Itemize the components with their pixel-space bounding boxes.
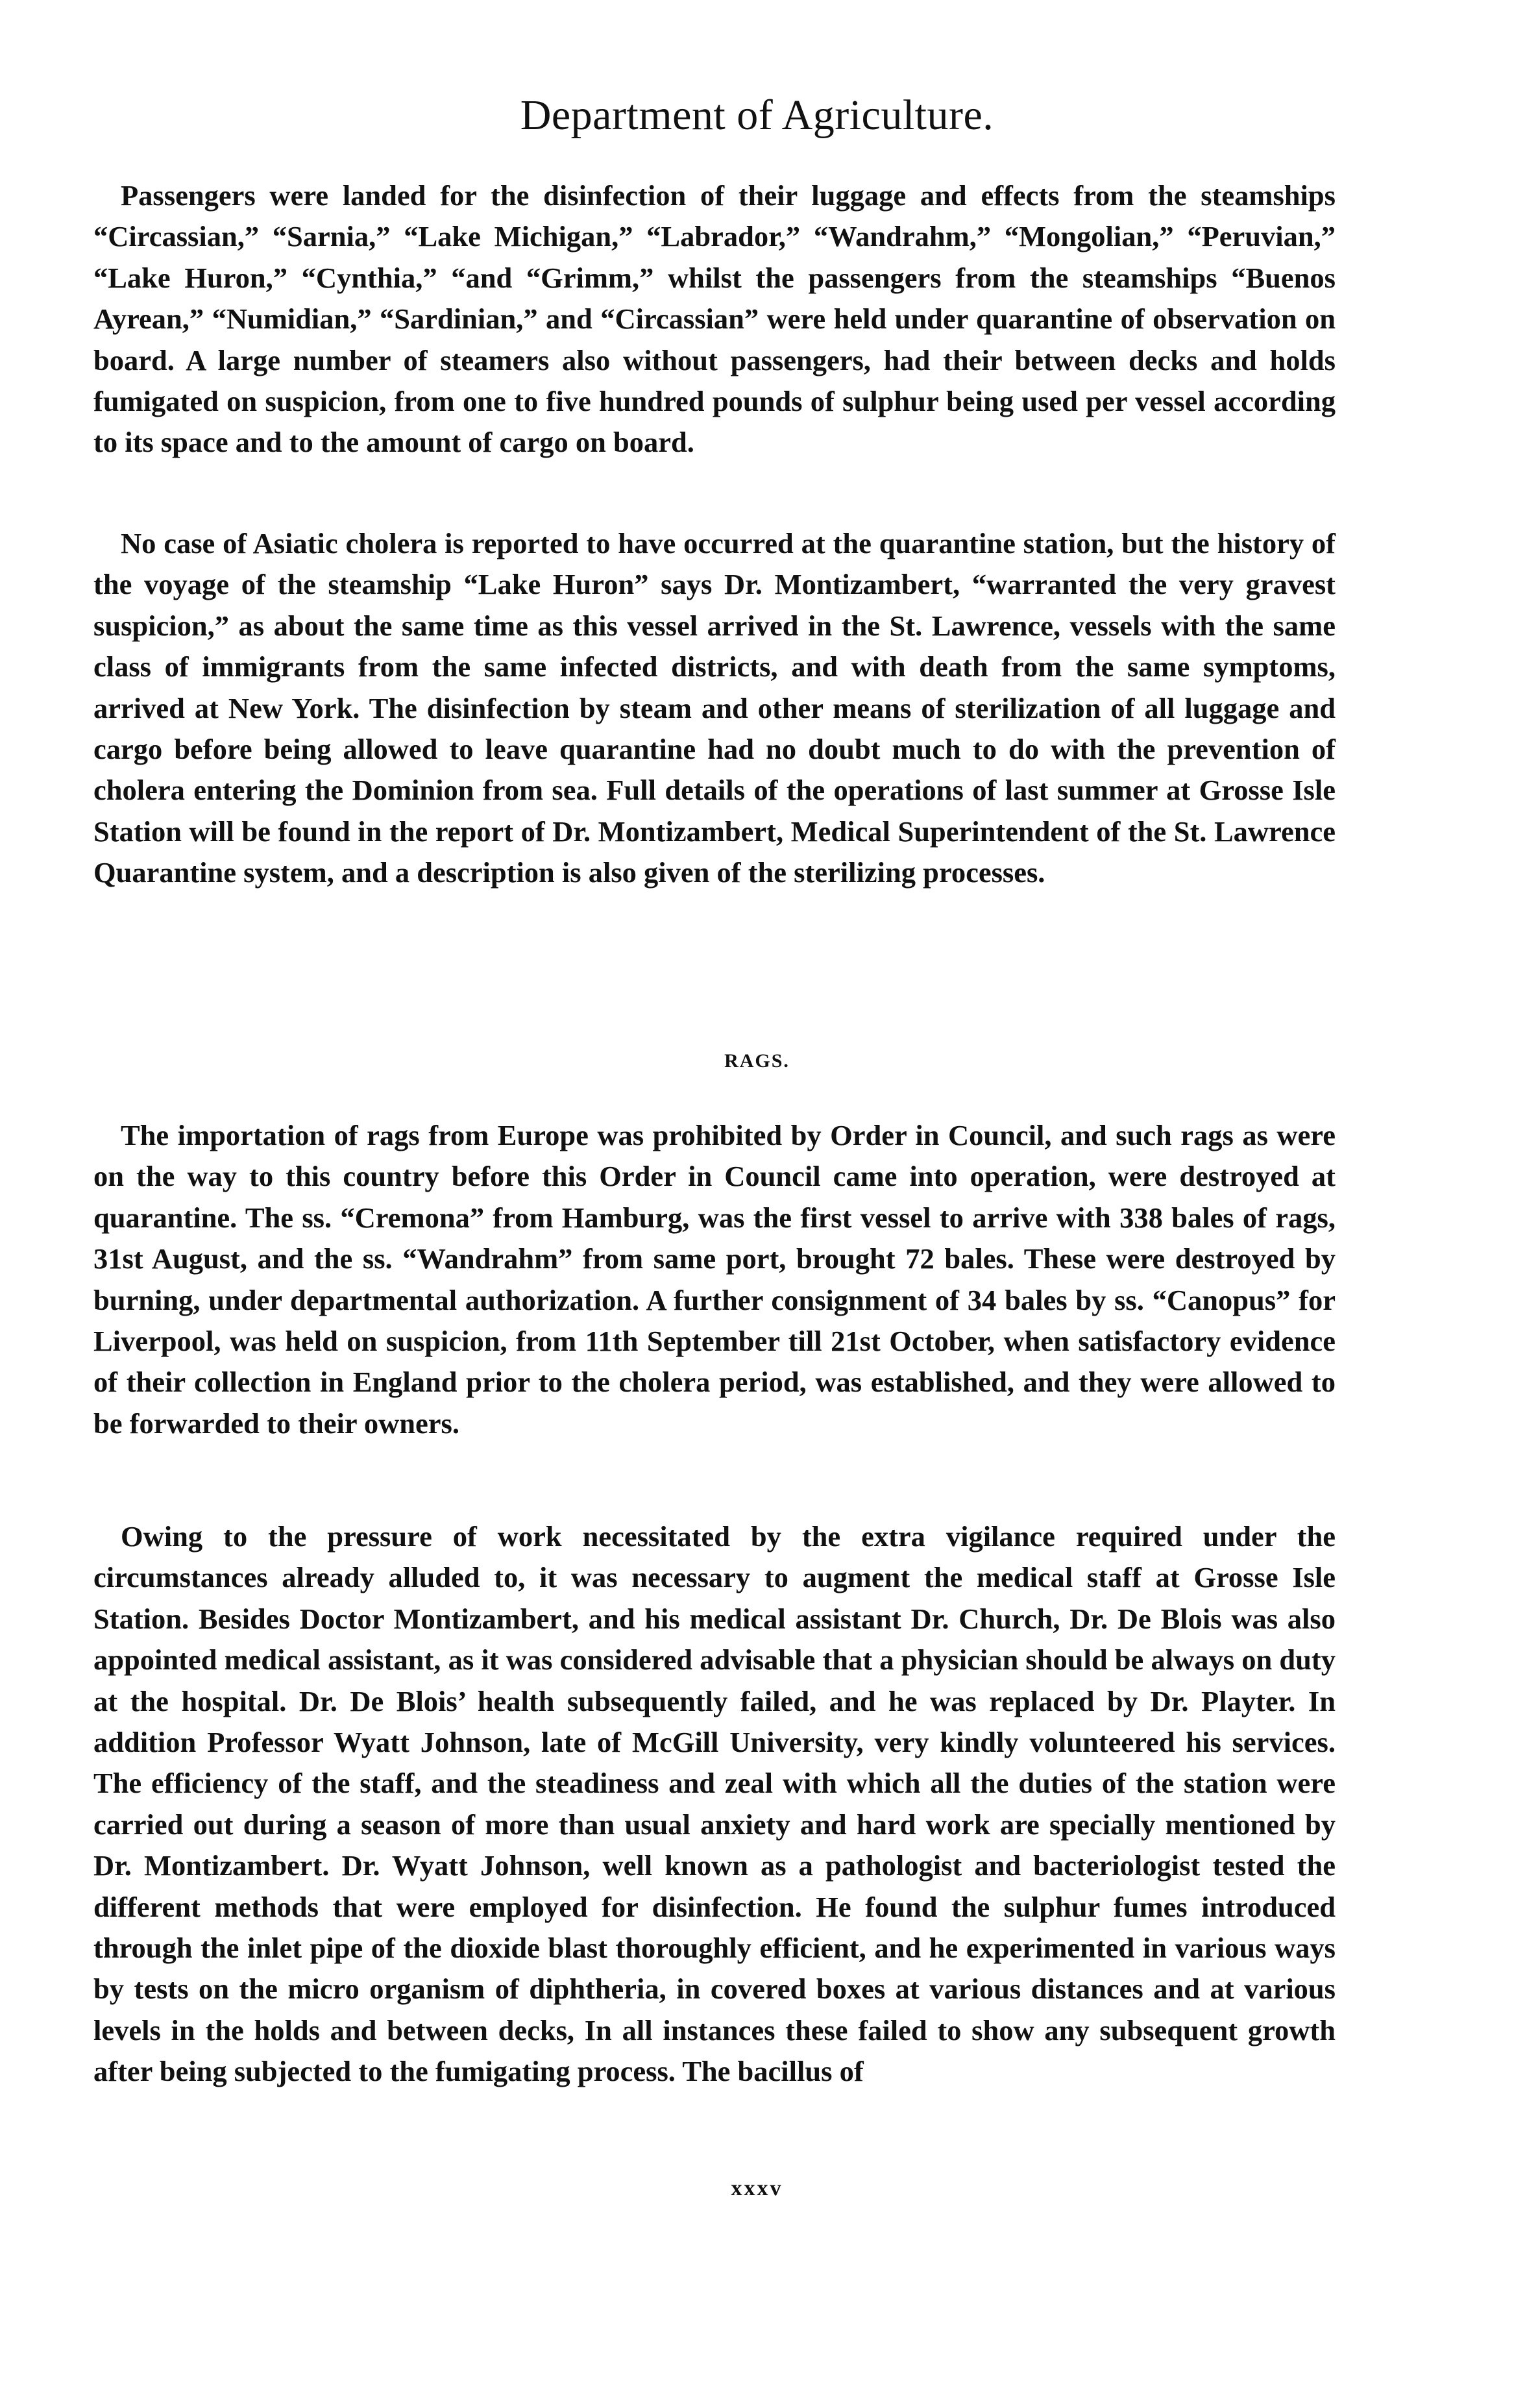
section-heading-rags: RAGS. <box>724 1050 790 1072</box>
page-number: xxxv <box>731 2176 783 2200</box>
paragraph-medical-staff <box>93 1516 1336 2093</box>
paragraph-text: Owing to the pressure of work necessitated by the extra vigilance required under the circumstances already alluded to, it was necessary to augment the medical staff at Grosse Isle Station. Besides Doctor Montizambert, and his medical assistant Dr. Church, Dr. De Blois was also appointed medical assistant, as it was considered advisable that a physician should be always on duty at the hospital. Dr. De Blois’ health subsequently failed, and he was replaced by Dr. Playter. In addition Professor Wyatt Johnson, late of McGill University, very kindly volunteered his services. The efficiency of the staff, and the steadiness and zeal with which all the duties of the station were carried out during a season of more than usual anxiety and hard work are specially mentioned by Dr. Montizambert. Dr. Wyatt Johnson, well known as a pathologist and bacteriologist tested the different methods that were employed for disinfection. He found the sulphur fumes introduced through the inlet pipe of the dioxide blast thoroughly efficient, and he experimented in various ways by tests on the micro organism of diphtheria, in covered boxes at various distances and at various levels in the holds and between decks, In all instances these failed to show any subsequent growth after being subjected to the fumigating process. The bacillus of <box>93 1520 1336 2088</box>
paragraph-text: Passengers were landed for the disinfection of their luggage and effects from the steamships “Circassian,” “Sarnia,” “Lake Michigan,” “Labrador,” “Wandrahm,” “Mongolian,” “Peruvian,” “Lake Huron,” “Cynthia,” “and “Grimm,” whilst the passengers from the steamships “Buenos Ayrean,” “Numidian,” “Sardinian,” and “Circassian” were held under quarantine of observation on board. A large number of steamers also without passengers, had their between decks and holds fumigated on suspicion, from one to five hundred pounds of sulphur being used per vessel according to its space and to the amount of cargo on board. <box>93 179 1336 459</box>
paragraph-disinfection-passengers <box>93 175 1336 463</box>
paragraph-text: No case of Asiatic cholera is reported to have occurred at the quarantine station, but the history of the voyage of the steamship “Lake Huron” says Dr. Montizambert, “warranted the very gravest suspicion,” as about the same time as this vessel arrived in the St. Lawrence, vessels with the same class of immigrants from the same infected districts, and with death from the same symptoms, arrived at New York. The disinfection by steam and other means of sterilization of all luggage and cargo before being allowed to leave quarantine had no doubt much to do with the prevention of cholera entering the Dominion from sea. Full details of the operations of last summer at Grosse Isle Station will be found in the report of Dr. Montizambert, Medical Superintendent of the St. Lawrence Quarantine system, and a description is also given of the sterilizing processes. <box>93 527 1336 889</box>
paragraph-cholera-report <box>93 523 1336 894</box>
running-header: Department of Agriculture. <box>520 92 994 139</box>
paragraph-rags-importation <box>93 1115 1336 1444</box>
paragraph-text: The importation of rags from Europe was prohibited by Order in Council, and such rags as were on the way to this country before this Order in Council came into operation, were destroyed at quarantine. The ss. “Cremona” from Hamburg, was the first vessel to arrive with 338 bales of rags, 31st August, and the ss. “Wandrahm” from same port, brought 72 bales. These were destroyed by burning, under departmental authorization. A further consignment of 34 bales by ss. “Canopus” for Liverpool, was held on suspicion, from 11th September till 21st October, when satisfactory evidence of their collection in England prior to the cholera period, was established, and they were allowed to be forwarded to their owners. <box>93 1119 1336 1440</box>
